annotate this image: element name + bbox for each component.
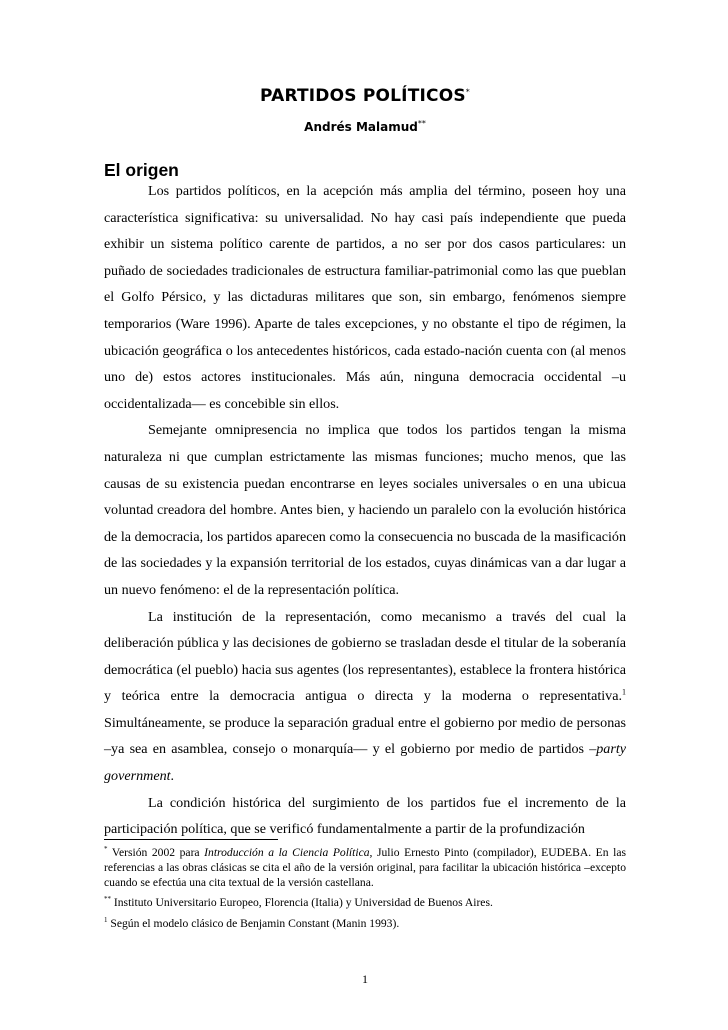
page-number: 1 [362, 972, 368, 986]
footnote-1-part-b: Julio Ernesto Pinto (compilador), EUDEBA. En las referencias a las obras clásicas se cita el año de la versión original, para facilitar la ubicación histórica –excepto cuando se efectúa una cita textual de la versión castellana. [104, 846, 627, 889]
paragraph-1: Los partidos políticos, en la acepción más amplia del término, poseen hoy una característica significativa: su universalidad. No hay casi país independiente que pueda exhibir un sistema político carente de partidos, a no ser por dos casos particulares: un puñado de sociedades tradicionales de estructura familiar-patrimonial como las que pueblan el Golfo Pérsico, y las dictaduras militares que son, sin embargo, fenómenos siempre temporarios (Ware 1996). Aparte de tales excepciones, y no obstante el tipo de régimen, la ubicación geográfica o los antecedentes históricos, cada estado-nación cuenta con (al menos uno de) estos actores institucionales. Más aún, ninguna democracia occidental –u occidentalizada— es concebible sin ellos. [104, 183, 626, 412]
footnote-2 [104, 896, 626, 911]
paragraph-3-part-a: La institución de la representación, como mecanismo a través del cual la deliberación pública y las decisiones de gobierno se trasladan desde el titular de la soberanía democrática (el pueblo) hacia sus agentes (los representantes), establece la frontera histórica y teórica entre la democracia antigua o directa y la moderna o representativa. [104, 608, 626, 705]
paragraph-3-end: . [170, 768, 175, 785]
footnote-1 [104, 846, 626, 890]
document-page [104, 0, 626, 1030]
footnote-ref-1: 1 [622, 687, 626, 697]
footnotes [104, 846, 626, 938]
footnote-3-text: Según el modelo clásico de Benjamin Constant (Manin 1993). [107, 917, 400, 931]
footnote-2-mark: ** [104, 895, 111, 904]
body-text [104, 178, 626, 843]
title-text: PARTIDOS POLÍTICOS [260, 86, 466, 106]
footnote-1-mark: * [104, 845, 108, 854]
footnote-2-text: Instituto Universitario Europeo, Florencia (Italia) y Universidad de Buenos Aires. [111, 896, 493, 910]
footnote-divider [104, 839, 278, 840]
document-title [104, 86, 626, 106]
paragraph-3-part-b: Simultáneamente, se produce la separación gradual entre el gobierno por medio de personas –ya sea en asamblea, consejo o monarquía— y el gobierno por medio de partidos – [104, 714, 626, 758]
author-line [104, 119, 626, 134]
footnote-3 [104, 917, 626, 932]
footnote-1-part-a: Versión 2002 para [107, 846, 205, 859]
paragraph-2: Semejante omnipresencia no implica que todos los partidos tengan la misma naturaleza ni que cumplan estrictamente las mismas funciones; mucho menos, que las causas de su existencia puedan encontrarse en leyes sociales universales o en una ubicua voluntad creadora del hombre. Antes bien, y haciendo un paralelo con la evolución histórica de la democracia, los partidos aparecen como la consecuencia no buscada de la masificación de las sociedades y la expansión territorial de los estados, cuyas dinámicas van a dar lugar a un nuevo fenómeno: el de la representación política. [104, 422, 626, 598]
footnote-1-italic: Introducción a la Ciencia Política, [204, 846, 373, 859]
paragraph-4: La condición histórica del surgimiento de los partidos fue el incremento de la participación política, que se verificó fundamentalmente a partir de la profundización [104, 794, 626, 838]
footnote-3-mark: 1 [104, 916, 108, 925]
paragraph-3-italic: party government [104, 741, 626, 785]
paragraph-3 [104, 604, 626, 790]
author-name: Andrés Malamud [304, 120, 418, 134]
author-footnote-mark: ** [417, 119, 426, 128]
section-heading: El origen [104, 160, 179, 180]
title-footnote-mark: * [465, 87, 470, 97]
